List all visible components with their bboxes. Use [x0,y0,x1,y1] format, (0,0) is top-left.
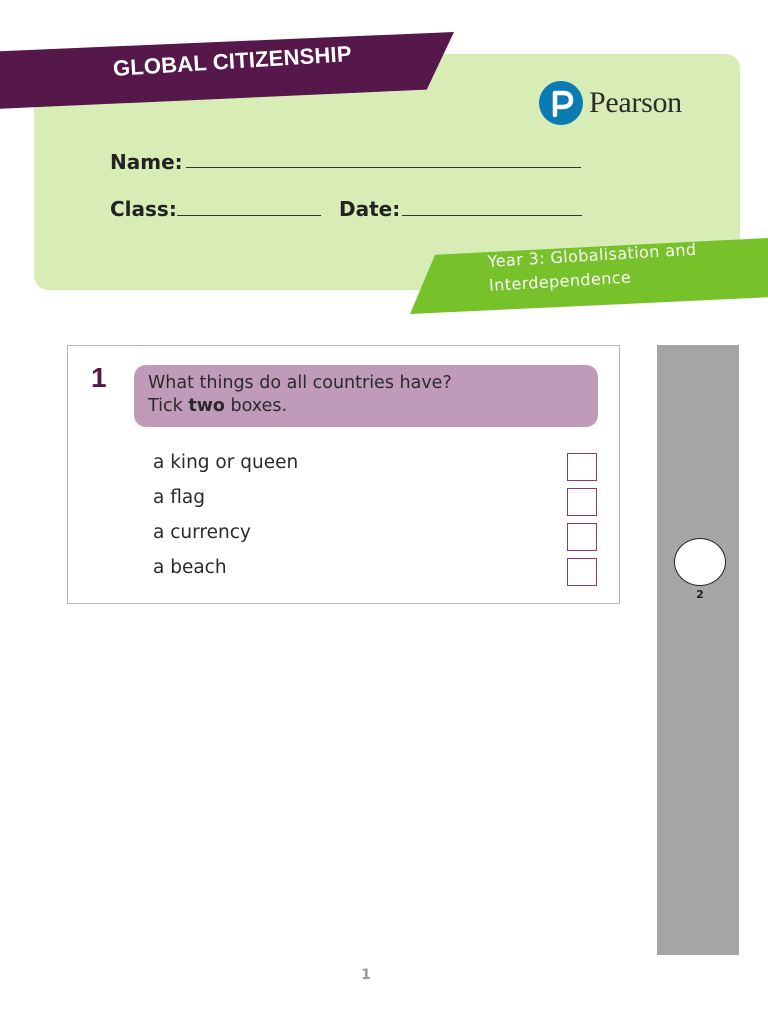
option-checkbox[interactable] [567,523,597,551]
option-label: a currency [153,522,251,543]
date-label: Date: [339,197,401,221]
pearson-p-icon [539,81,583,125]
class-line[interactable] [177,215,321,216]
prompt-line-2 [148,395,584,418]
page-number: 1 [361,967,371,983]
question-prompt [134,365,598,427]
prompt-emphasis: two [188,396,225,416]
option-label: a beach [153,557,227,578]
prompt-boxes-text: boxes. [224,396,288,416]
date-line[interactable] [402,215,582,216]
option-label: a flag [153,487,205,508]
question-number: 1 [91,362,107,393]
option-label: a king or queen [153,452,299,473]
logo-wordmark: Pearson [589,86,682,119]
option-checkbox[interactable] [567,453,597,481]
marks-sidebar [657,345,739,955]
option-checkbox[interactable] [567,488,597,516]
name-line[interactable] [186,167,581,168]
class-label: Class: [110,197,177,221]
year-line-2: Interdependence [488,267,632,295]
worksheet-title: GLOBAL CITIZENSHIP [112,41,353,81]
marks-available: 2 [696,588,704,601]
pearson-logo [539,80,682,126]
option-checkbox[interactable] [567,558,597,586]
prompt-tick-text: Tick [148,396,189,416]
year-line-1: Year 3: Globalisation and [487,239,697,271]
name-label: Name: [110,150,183,174]
prompt-line-1: What things do all countries have? [148,373,452,393]
mark-circle[interactable] [674,538,726,586]
